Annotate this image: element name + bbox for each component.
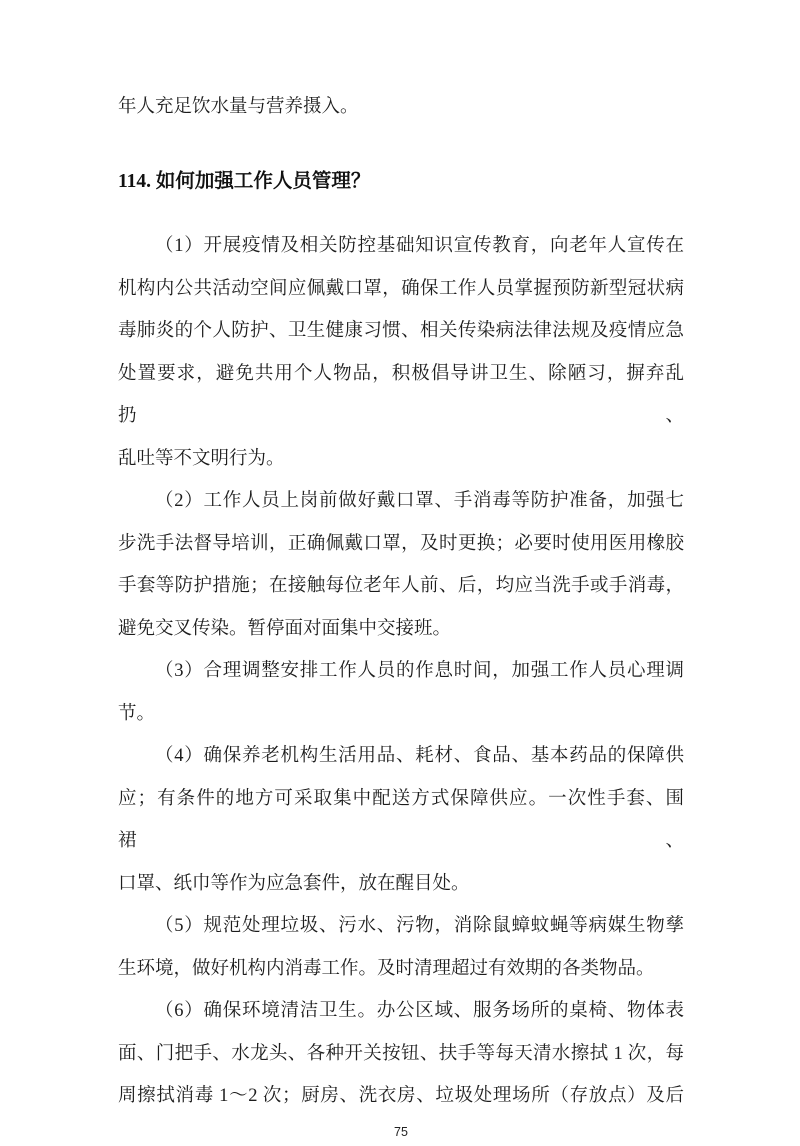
text-line: （1）开展疫情及相关防控基础知识宣传教育，向老年人宣传在 [155, 236, 684, 256]
text-line: 周擦拭消毒 1～2 次；厨房、洗衣房、垃圾处理场所（存放点）及后 [118, 1086, 684, 1106]
answer-paragraph [118, 480, 684, 650]
text-line: （3）合理调整安排工作人员的作息时间，加强工作人员心理调 [155, 661, 684, 681]
text-line: 节。 [118, 703, 156, 724]
text-line: 手套等防护措施；在接触每位老年人前、后，均应当洗手或手消毒， [118, 576, 684, 596]
page-number: 75 [394, 1124, 408, 1139]
answer-paragraph [118, 905, 684, 990]
text-line: 面、门把手、水龙头、各种开关按钮、扶手等每天清水擦拭 1 次，每 [118, 1043, 684, 1064]
question-heading: 114. 如何加强工作人员管理？ [118, 170, 371, 192]
answer-paragraph [118, 735, 684, 905]
text-line: （2）工作人员上岗前做好戴口罩、手消毒等防护准备，加强七 [155, 491, 684, 511]
text-line: 应；有条件的地方可采取集中配送方式保障供应。一次性手套、围裙、 [118, 788, 684, 851]
text-line: 生环境，做好机构内消毒工作。及时清理超过有效期的各类物品。 [118, 958, 655, 979]
text-line: 避免交叉传染。暂停面对面集中交接班。 [118, 618, 452, 639]
text-line: （4）确保养老机构生活用品、耗材、食品、基本药品的保障供 [155, 746, 684, 766]
text-line: 步洗手法督导培训，正确佩戴口罩，及时更换；必要时使用医用橡胶 [118, 533, 684, 554]
answer-paragraph [118, 990, 684, 1118]
answer-paragraph [118, 225, 684, 480]
text-line: 口罩、纸巾等作为应急套件，放在醒目处。 [118, 873, 470, 894]
text-line: （6）确保环境清洁卫生。办公区域、服务场所的桌椅、物体表 [155, 1001, 684, 1021]
answer-paragraph [118, 650, 684, 735]
answer-paragraphs [118, 225, 684, 1118]
text-line: 处置要求，避免共用个人物品，积极倡导讲卫生、除陋习，摒弃乱扔、 [118, 363, 684, 426]
text-line: 毒肺炎的个人防护、卫生健康习惯、相关传染病法律法规及疫情应急 [118, 321, 684, 341]
text-line: 机构内公共活动空间应佩戴口罩，确保工作人员掌握预防新型冠状病 [118, 278, 684, 299]
text-line: （5）规范处理垃圾、污水、污物，消除鼠蟑蚊蝇等病媒生物孳 [155, 916, 684, 936]
continued-paragraph-line: 年人充足饮水量与营养摄入。 [118, 97, 359, 117]
text-line: 乱吐等不文明行为。 [118, 448, 285, 469]
